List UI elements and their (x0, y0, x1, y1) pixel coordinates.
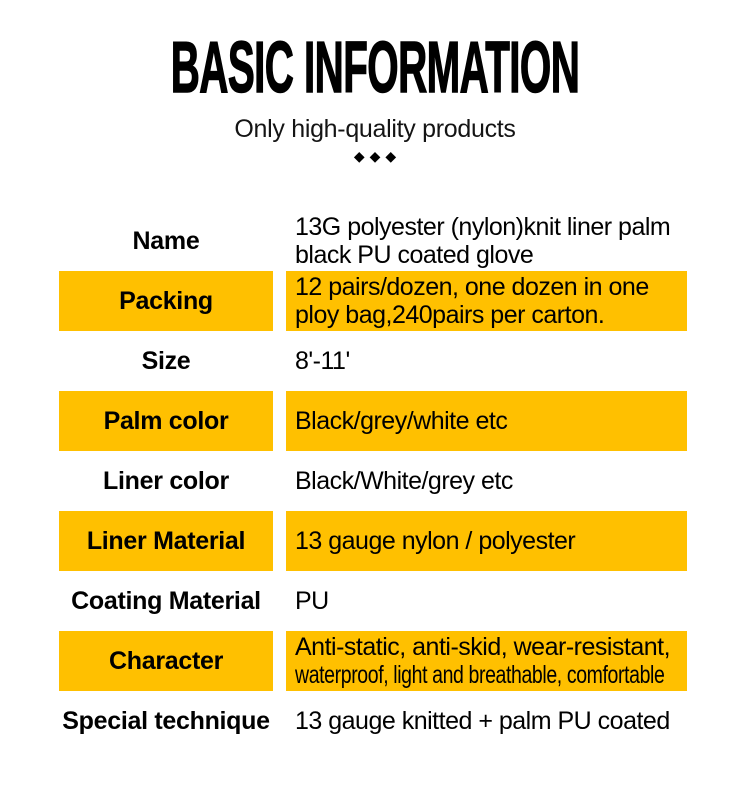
value-line: 8'-11' (295, 347, 350, 376)
row-value (286, 331, 687, 391)
table-row-coating-material (59, 571, 750, 631)
page-title: BASIC INFORMATION (170, 28, 580, 108)
table-row-liner-material (59, 511, 750, 571)
table-row-packing (59, 271, 750, 331)
page-subtitle: Only high-quality products (234, 115, 516, 144)
value-line: black PU coated glove (295, 241, 534, 270)
page-header (0, 0, 750, 165)
value-line: Anti-static, anti-skid, wear-resistant, (295, 633, 671, 662)
value-line: 13G polyester (nylon)knit liner palm (295, 213, 671, 242)
column-gap (273, 451, 286, 511)
table-row-character (59, 631, 750, 691)
row-value (286, 511, 687, 571)
column-gap (273, 511, 286, 571)
column-gap (273, 691, 286, 751)
row-value (286, 691, 687, 751)
value-line: Black/grey/white etc (295, 407, 508, 436)
value-line: 13 gauge knitted + palm PU coated (295, 707, 670, 736)
row-label: Special technique (62, 706, 270, 735)
column-gap (273, 211, 286, 271)
column-gap (273, 631, 286, 691)
row-label: Packing (59, 271, 273, 331)
row-value (286, 391, 687, 451)
column-gap (273, 331, 286, 391)
value-line: ploy bag,240pairs per carton. (295, 301, 605, 330)
column-gap (273, 571, 286, 631)
value-line: PU (295, 587, 329, 616)
row-value (286, 631, 687, 691)
value-line: 13 gauge nylon / polyester (295, 527, 576, 556)
table-row-special-technique (59, 691, 750, 751)
table-row-liner-color (59, 451, 750, 511)
column-gap (273, 271, 286, 331)
row-label: Size (141, 346, 191, 375)
row-label: Name (132, 226, 200, 255)
row-label: Character (59, 631, 273, 691)
table-row-palm-color (59, 391, 750, 451)
row-value (286, 451, 687, 511)
row-label: Liner Material (59, 511, 273, 571)
row-value (286, 211, 687, 271)
product-spec-table (59, 211, 750, 751)
column-gap (273, 391, 286, 451)
value-line: Black/White/grey etc (295, 467, 513, 496)
row-value (286, 571, 687, 631)
value-line: 12 pairs/dozen, one dozen in one (295, 273, 649, 302)
row-label: Coating Material (71, 586, 261, 615)
table-row-size (59, 331, 750, 391)
value-line: waterproof, light and breathable, comfortable (295, 661, 665, 690)
row-value (286, 271, 687, 331)
row-label: Palm color (59, 391, 273, 451)
row-label: Liner color (103, 466, 229, 495)
table-row-name (59, 211, 750, 271)
diamond-decoration: ◆◆◆ (353, 148, 402, 165)
